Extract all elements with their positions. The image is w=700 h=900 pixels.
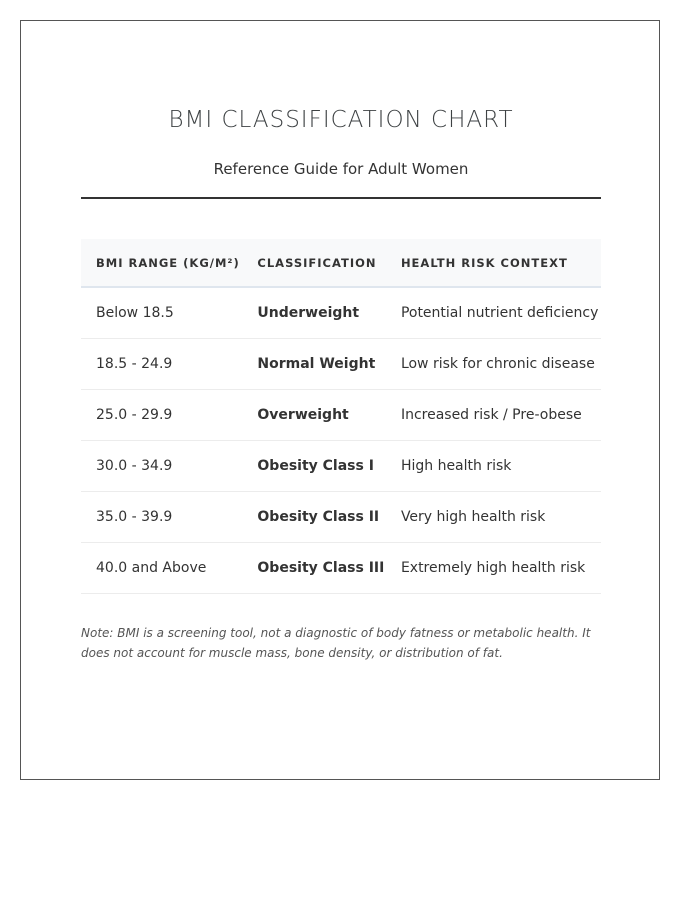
health-risk-cell: Extremely high health risk: [386, 543, 601, 594]
bmi-range-cell: Below 18.5: [81, 287, 242, 339]
bmi-range-cell: 40.0 and Above: [81, 543, 242, 594]
bmi-range-cell: 18.5 - 24.9: [81, 339, 242, 390]
classification-cell: Normal Weight: [242, 339, 386, 390]
classification-cell: Underweight: [242, 287, 386, 339]
page-title: BMI CLASSIFICATION CHART: [168, 107, 514, 133]
health-risk-cell: Increased risk / Pre-obese: [386, 390, 601, 441]
header-divider: [81, 197, 601, 199]
column-header-classification: CLASSIFICATION: [242, 239, 386, 287]
table-row: [81, 492, 601, 543]
table-row: [81, 543, 601, 594]
bmi-table: [81, 239, 601, 594]
disclaimer-note: Note: BMI is a screening tool, not a diagnostic of body fatness or metabolic health. It does not account for muscle mass, bone density, or distribution of fat.: [81, 626, 591, 660]
table-row: [81, 339, 601, 390]
bmi-range-cell: 25.0 - 29.9: [81, 390, 242, 441]
health-risk-cell: Potential nutrient deficiency: [386, 287, 601, 339]
column-header-health-risk: HEALTH RISK CONTEXT: [386, 239, 601, 287]
classification-cell: Obesity Class III: [242, 543, 386, 594]
table-header-row: [81, 239, 601, 287]
health-risk-cell: Very high health risk: [386, 492, 601, 543]
classification-cell: Overweight: [242, 390, 386, 441]
health-risk-cell: Low risk for chronic disease: [386, 339, 601, 390]
bmi-range-cell: 35.0 - 39.9: [81, 492, 242, 543]
table-row: [81, 287, 601, 339]
page-subtitle: Reference Guide for Adult Women: [213, 160, 469, 178]
table-row: [81, 390, 601, 441]
health-risk-cell: High health risk: [386, 441, 601, 492]
bmi-chart-card: [20, 20, 660, 780]
table-row: [81, 441, 601, 492]
classification-cell: Obesity Class II: [242, 492, 386, 543]
column-header-bmi-range: BMI RANGE (KG/M²): [81, 239, 242, 287]
classification-cell: Obesity Class I: [242, 441, 386, 492]
bmi-range-cell: 30.0 - 34.9: [81, 441, 242, 492]
